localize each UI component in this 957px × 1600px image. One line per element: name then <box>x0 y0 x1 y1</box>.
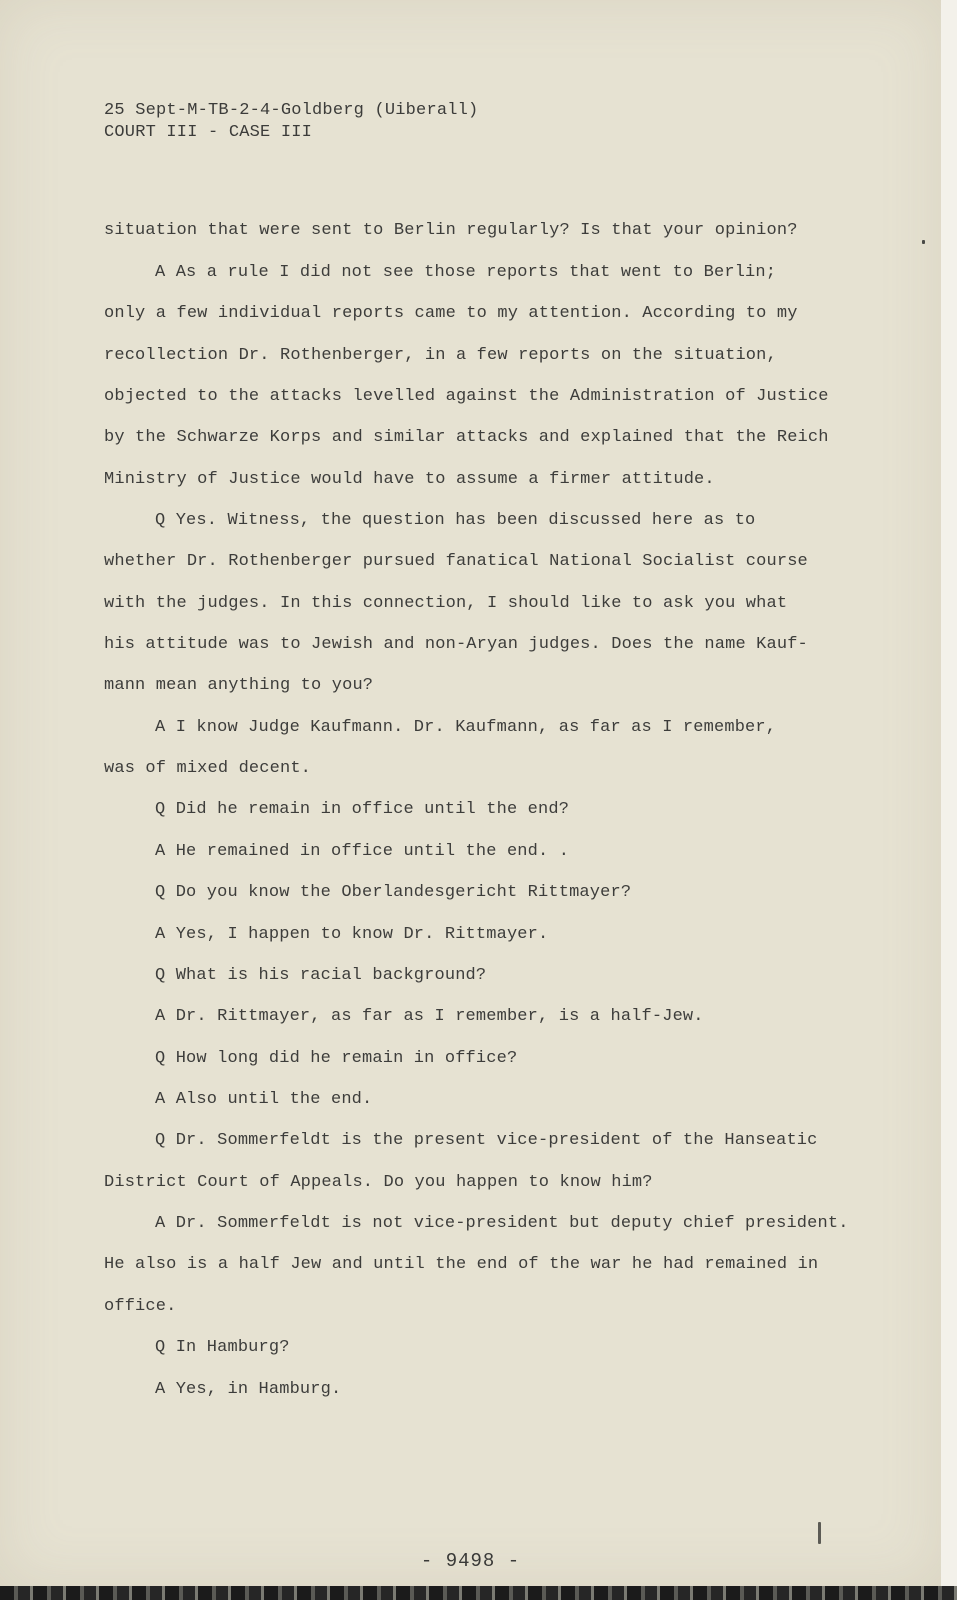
transcript-header <box>104 100 478 144</box>
ink-speck <box>922 240 925 244</box>
text-line: only a few individual reports came to my attention. According to my <box>104 304 798 323</box>
question-line: Q Yes. Witness, the question has been discussed here as to <box>155 511 756 530</box>
answer-line: A Dr. Rittmayer, as far as I remember, is a half-Jew. <box>155 1007 704 1026</box>
answer-line: A He remained in office until the end. . <box>155 842 570 861</box>
text-line: by the Schwarze Korps and similar attacks and explained that the Reich <box>104 428 829 447</box>
ink-mark <box>818 1522 821 1544</box>
scan-edge <box>0 1586 957 1600</box>
page-edge <box>941 0 957 1586</box>
text-line: was of mixed decent. <box>104 759 312 778</box>
question-line: Q Did he remain in office until the end? <box>155 800 570 819</box>
header-court-line: COURT III - CASE III <box>104 123 313 142</box>
text-line: He also is a half Jew and until the end of the war he had remained in <box>104 1255 819 1274</box>
answer-line: A Yes, I happen to know Dr. Rittmayer. <box>155 925 549 944</box>
question-line: Q How long did he remain in office? <box>155 1049 518 1068</box>
answer-line: A Also until the end. <box>155 1090 373 1109</box>
text-line: District Court of Appeals. Do you happen to know him? <box>104 1173 653 1192</box>
header-session-line: 25 Sept-M-TB-2-4-Goldberg (Uiberall) <box>104 101 479 120</box>
text-line: recollection Dr. Rothenberger, in a few reports on the situation, <box>104 346 777 365</box>
text-line: office. <box>104 1297 177 1316</box>
text-line: objected to the attacks levelled against the Administration of Justice <box>104 387 829 406</box>
answer-line: A I know Judge Kaufmann. Dr. Kaufmann, as far as I remember, <box>155 718 777 737</box>
text-line: situation that were sent to Berlin regularly? Is that your opinion? <box>104 221 798 240</box>
text-line: with the judges. In this connection, I should like to ask you what <box>104 594 788 613</box>
text-line: his attitude was to Jewish and non-Aryan judges. Does the name Kauf- <box>104 635 808 654</box>
text-line: whether Dr. Rothenberger pursued fanatical National Socialist course <box>104 552 808 571</box>
question-line: Q In Hamburg? <box>155 1338 290 1357</box>
answer-line: A Yes, in Hamburg. <box>155 1380 342 1399</box>
answer-line: A Dr. Sommerfeldt is not vice-president but deputy chief president. <box>155 1214 849 1233</box>
question-line: Q What is his racial background? <box>155 966 487 985</box>
text-line: Ministry of Justice would have to assume a firmer attitude. <box>104 470 715 489</box>
page-number: - 9498 - <box>420 1550 521 1572</box>
question-line: Q Do you know the Oberlandesgericht Rittmayer? <box>155 883 632 902</box>
text-line: mann mean anything to you? <box>104 676 374 695</box>
question-line: Q Dr. Sommerfeldt is the present vice-president of the Hanseatic <box>155 1131 818 1150</box>
answer-line: A As a rule I did not see those reports that went to Berlin; <box>155 263 777 282</box>
